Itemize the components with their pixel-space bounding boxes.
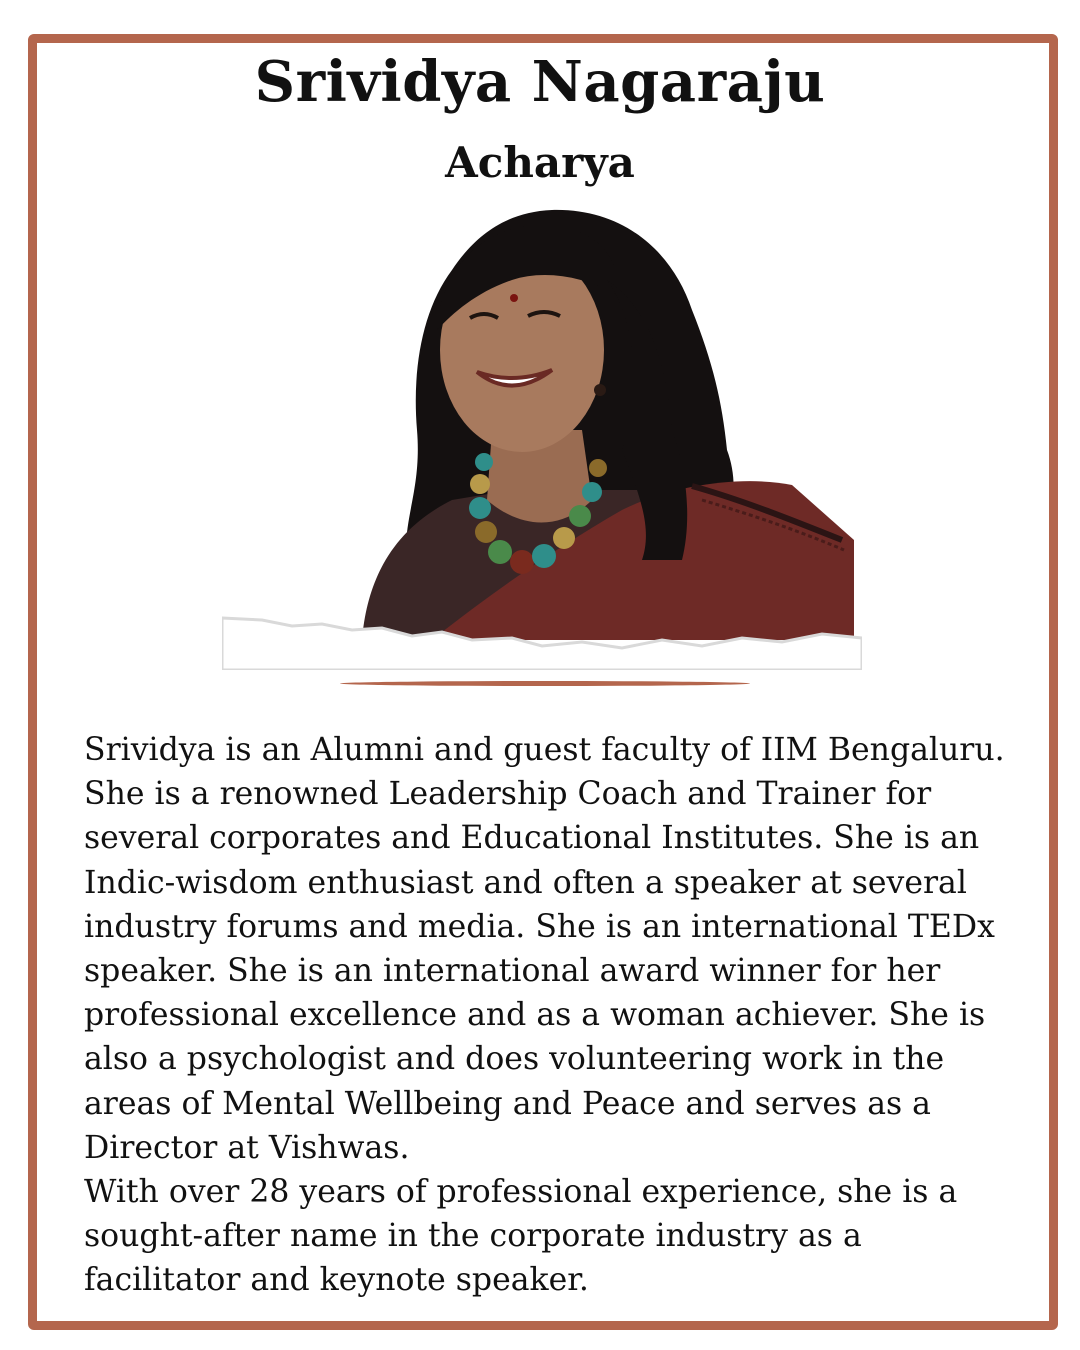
earring [594,384,606,396]
bio-paragraph-2: With over 28 years of professional experience, she is a sought-after name in the corporate industry as a facilitator and keynote speaker. [84,1174,958,1299]
bio-paragraph-1: Srividya is an Alumni and guest faculty of IIM Bengaluru. She is a renowned Leadership Coach and Trainer for several corporates and Educational Institutes. She is an Indic-wisdom enthusiast and often a speaker at several industry forums and media. She is an international TEDx speaker. She is an international award winner for her professional excellence and as a woman achiever. She is also a psychologist and does volunteering work in the areas of Mental Wellbeing and Peace and serves as a Director at Vishwas. [84,732,1005,1166]
bindi [510,294,518,302]
profile-role: Acharya [445,138,635,187]
bio-text [84,728,1014,1303]
section-divider [340,681,750,686]
profile-name: Srividya Nagaraju [254,49,826,115]
portrait-photo [222,200,862,670]
